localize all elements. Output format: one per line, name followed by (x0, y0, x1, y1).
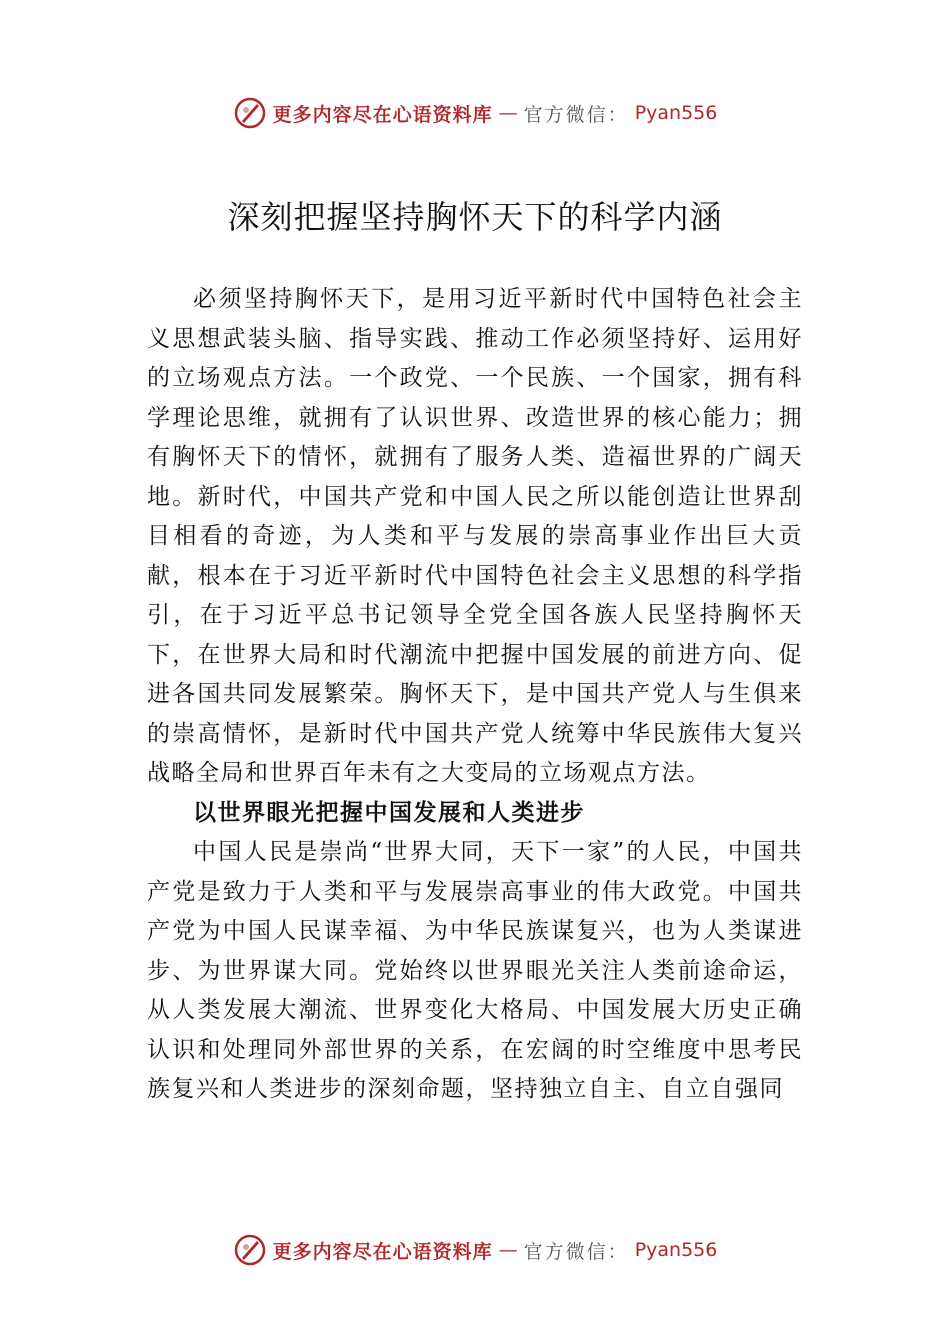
watermark-wechat-id: Pyan556 (634, 102, 718, 124)
watermark-main-text: 更多内容尽在心语资料库 (272, 1240, 493, 1263)
header-watermark (0, 96, 950, 130)
body-paragraph-1: 必须坚持胸怀天下，是用习近平新时代中国特色社会主义思想武装头脑、指导实践、推动工作必须坚持好、运用好的立场观点方法。一个政党、一个民族、一个国家，拥有科学理论思维，就拥有了认识世界、改造世界的核心能力；拥有胸怀天下的情怀，就拥有了服务人类、造福世界的广阔天地。新时代，中国共产党和中国人民之所以能创造让世界刮目相看的奇迹，为人类和平与发展的崇高事业作出巨大贡献，根本在于习近平新时代中国特色社会主义思想的科学指引，在于习近平总书记领导全党全国各族人民坚持胸怀天下，在世界大局和时代潮流中把握中国发展的前进方向、促进各国共同发展繁荣。胸怀天下，是中国共产党人与生俱来的崇高情怀，是新时代中国共产党人统筹中华民族伟大复兴战略全局和世界百年未有之大变局的立场观点方法。 (147, 286, 803, 786)
body-paragraph-2: 中国人民是崇尚“世界大同，天下一家”的人民，中国共产党是致力于人类和平与发展崇高事业的伟大政党。中国共产党为中国人民谋幸福、为中华民族谋复兴，也为人类谋进步、为世界谋大同。党始终以世界眼光关注人类前途命运， 从人类发展大潮流、世界变化大格局、中国发展大历史正确认识和处理同外部世界的关系，在宏阔的时空维度中思考民族复兴和人类进步的深刻命题，坚持独立自主、自立自强同 (147, 839, 803, 1102)
quill-emblem-icon (233, 96, 267, 130)
watermark-dash: — (498, 102, 518, 124)
watermark-wechat-label: 官方微信： (523, 103, 629, 126)
watermark-dash: — (498, 1239, 518, 1261)
section-heading: 以世界眼光把握中国发展和人类进步 (193, 799, 585, 826)
watermark-main-text: 更多内容尽在心语资料库 (272, 103, 493, 126)
document-title: 深刻把握坚持胸怀天下的科学内涵 (227, 198, 723, 236)
quill-emblem-icon (233, 1233, 267, 1267)
footer-watermark (0, 1233, 950, 1267)
watermark-wechat-id: Pyan556 (634, 1239, 718, 1261)
document-body (147, 280, 803, 1110)
watermark-wechat-label: 官方微信： (523, 1240, 629, 1263)
